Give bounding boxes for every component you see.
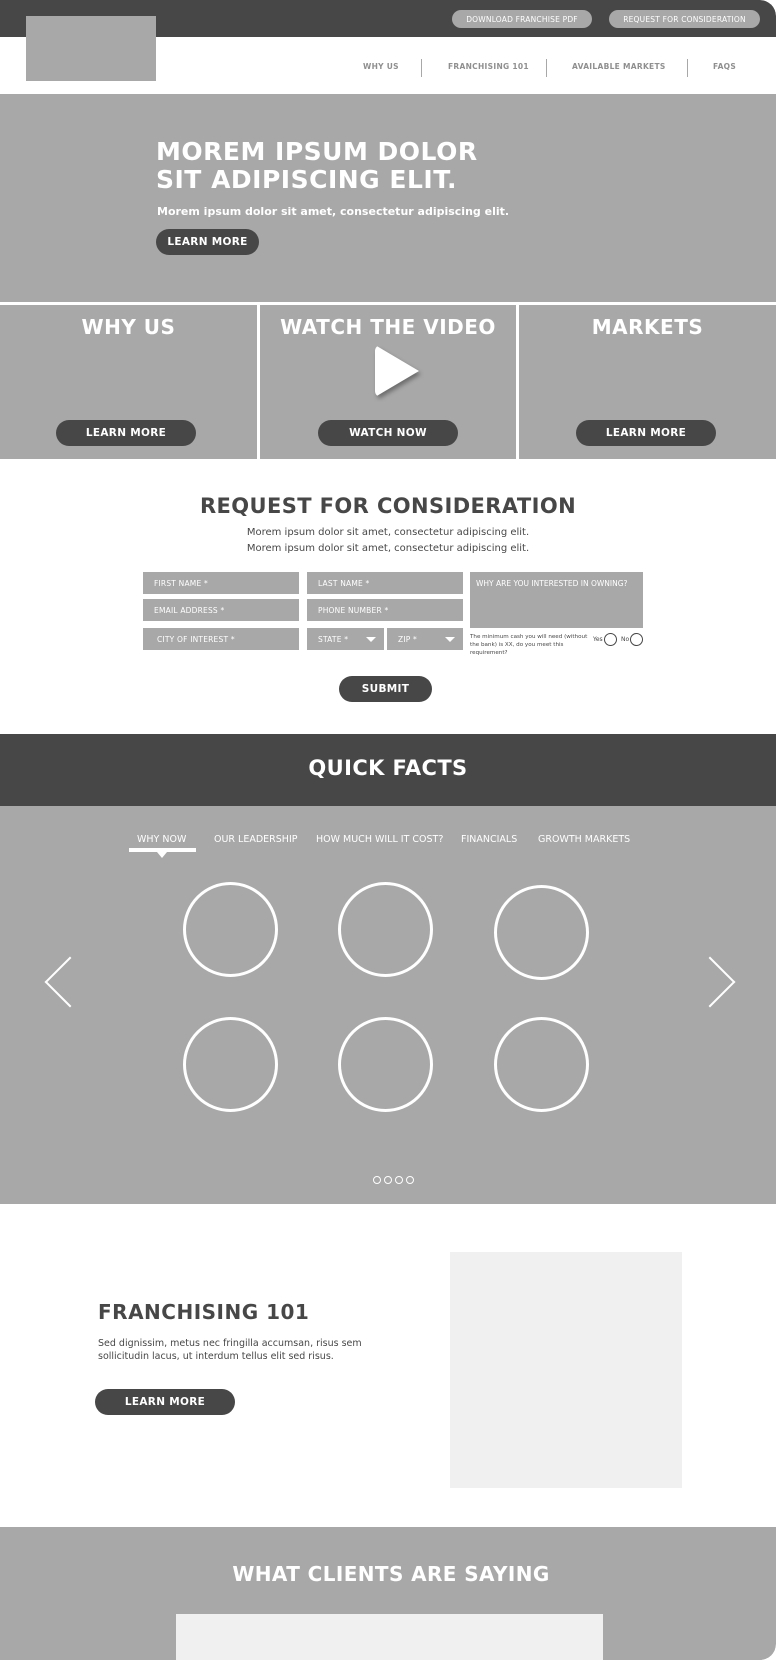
tab-how-much-will-it-cost[interactable]: HOW MUCH WILL IT COST? — [316, 834, 444, 845]
yes-radio[interactable] — [604, 633, 617, 646]
carousel-page-dot[interactable] — [406, 1176, 414, 1184]
nav-divider — [421, 59, 422, 77]
why-us-learn-more-button[interactable]: LEARN MORE — [56, 420, 196, 446]
quick-facts-header — [0, 734, 776, 806]
why-us-panel — [0, 305, 257, 459]
carousel-prev-arrow-icon[interactable] — [45, 957, 96, 1008]
hero-subtitle: Morem ipsum dolor sit amet, consectetur adipiscing elit. — [157, 205, 510, 218]
hero-banner — [0, 94, 776, 302]
quick-facts-title: QUICK FACTS — [308, 756, 468, 780]
fact-circle — [183, 882, 278, 977]
hero-title-line-2: SIT ADIPISCING ELIT. — [156, 165, 457, 194]
testimonials-section — [0, 1527, 776, 1660]
testimonials-title: WHAT CLIENTS ARE SAYING — [232, 1562, 550, 1586]
fact-circle — [338, 1017, 433, 1112]
quick-facts-carousel — [0, 806, 776, 1204]
fact-circle — [183, 1017, 278, 1112]
fact-circle — [338, 882, 433, 977]
no-radio[interactable] — [630, 633, 643, 646]
first-name-field[interactable]: FIRST NAME * — [143, 572, 299, 594]
markets-panel-title: MARKETS — [591, 315, 704, 339]
markets-learn-more-button[interactable]: LEARN MORE — [576, 420, 716, 446]
why-us-panel-title: WHY US — [81, 315, 176, 339]
nav-divider — [687, 59, 688, 77]
download-pdf-button[interactable]: DOWNLOAD FRANCHISE PDF — [452, 10, 592, 28]
active-tab-caret-icon — [157, 852, 167, 858]
cash-requirement-question: The minimum cash you will need (without the bank) is XX, do you meet this requirement? — [470, 634, 588, 656]
city-field[interactable]: CITY OF INTEREST * — [143, 628, 299, 650]
request-consideration-top-button[interactable]: REQUEST FOR CONSIDERATION — [609, 10, 760, 28]
why-interested-textarea[interactable]: WHY ARE YOU INTERESTED IN OWNING? — [470, 572, 643, 628]
franchising-101-image-placeholder — [450, 1252, 682, 1488]
hero-learn-more-button[interactable]: LEARN MORE — [156, 229, 259, 255]
nav-item-franchising-101[interactable]: FRANCHISING 101 — [448, 62, 529, 71]
fact-circle — [494, 885, 589, 980]
phone-field[interactable]: PHONE NUMBER * — [307, 599, 463, 621]
franchising-101-learn-more-button[interactable]: LEARN MORE — [95, 1389, 235, 1415]
franchising-101-text: Sed dignissim, metus nec fringilla accumsan, risus sem sollicitudin lacus, ut interdum tellus elit sed risus. — [98, 1338, 362, 1362]
last-name-field[interactable]: LAST NAME * — [307, 572, 463, 594]
hero-title — [156, 138, 516, 194]
email-field[interactable]: EMAIL ADDRESS * — [143, 599, 299, 621]
hero-title-line-1: MOREM IPSUM DOLOR — [156, 137, 478, 166]
request-description-1: Morem ipsum dolor sit amet, consectetur adipiscing elit. — [246, 527, 530, 538]
fact-circle — [494, 1017, 589, 1112]
yes-label: Yes — [593, 636, 603, 643]
video-panel — [260, 305, 516, 459]
markets-panel — [519, 305, 776, 459]
carousel-page-dot[interactable] — [373, 1176, 381, 1184]
request-description-2: Morem ipsum dolor sit amet, consectetur adipiscing elit. — [246, 543, 530, 554]
nav-item-available-markets[interactable]: AVAILABLE MARKETS — [572, 62, 666, 71]
franchising-101-title: FRANCHISING 101 — [98, 1300, 310, 1324]
logo-placeholder[interactable] — [26, 16, 156, 81]
carousel-page-dot[interactable] — [384, 1176, 392, 1184]
state-select[interactable]: STATE * — [307, 628, 384, 650]
submit-button[interactable]: SUBMIT — [339, 676, 432, 702]
tab-financials[interactable]: FINANCIALS — [461, 834, 518, 845]
tab-our-leadership[interactable]: OUR LEADERSHIP — [214, 834, 298, 845]
nav-item-why-us[interactable]: WHY US — [363, 62, 399, 71]
tab-growth-markets[interactable]: GROWTH MARKETS — [538, 834, 631, 845]
play-icon[interactable] — [375, 345, 419, 397]
watch-now-button[interactable]: WATCH NOW — [318, 420, 458, 446]
nav-divider — [546, 59, 547, 77]
no-label: No — [621, 636, 630, 643]
carousel-page-dot[interactable] — [395, 1176, 403, 1184]
carousel-next-arrow-icon[interactable] — [685, 957, 736, 1008]
nav-item-faqs[interactable]: FAQS — [713, 62, 737, 71]
tab-why-now[interactable]: WHY NOW — [137, 834, 187, 845]
request-title: REQUEST FOR CONSIDERATION — [199, 494, 577, 518]
zip-select[interactable]: ZIP * — [387, 628, 463, 650]
testimonial-card — [176, 1614, 603, 1660]
video-panel-title: WATCH THE VIDEO — [280, 315, 496, 339]
